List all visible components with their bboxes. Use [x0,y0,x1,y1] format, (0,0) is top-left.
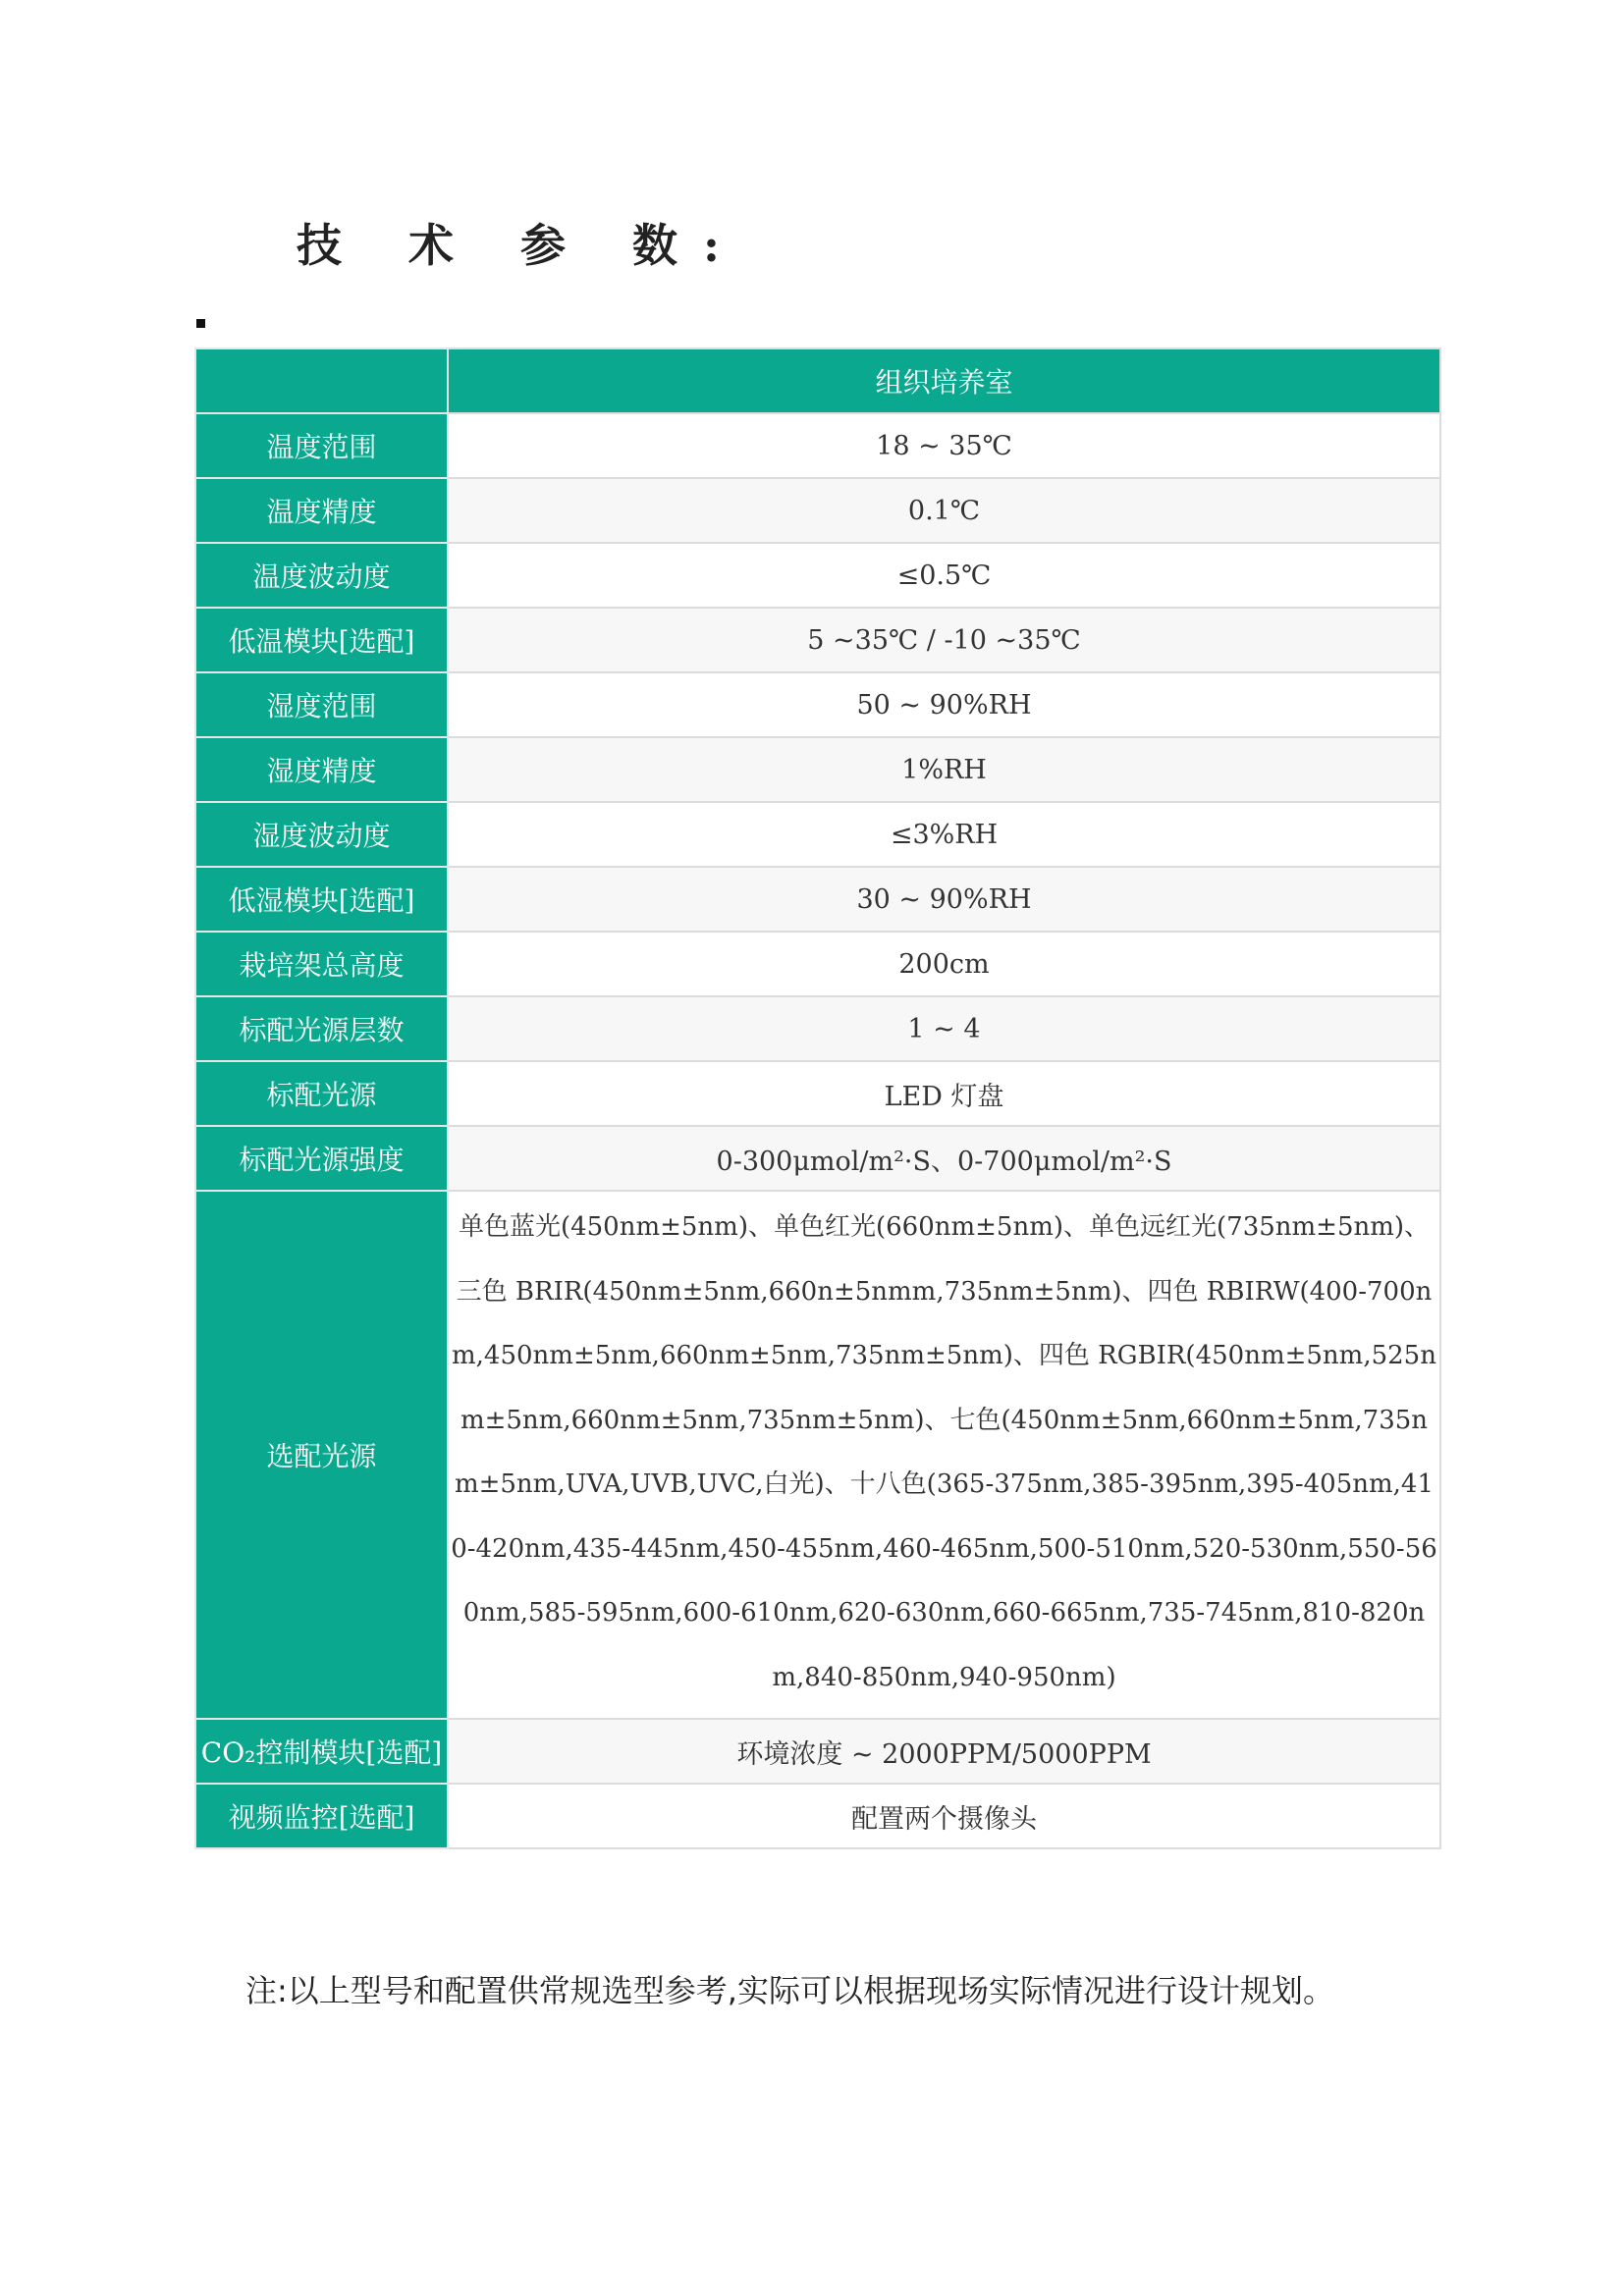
table-row [195,932,1440,996]
row-value: 30 ~ 90%RH [448,867,1440,932]
bullet-marker [196,319,205,328]
row-label: 温度精度 [195,478,448,543]
table-row [195,608,1440,672]
table-row [195,867,1440,932]
table-row [195,1191,1440,1719]
row-label: 湿度波动度 [195,802,448,867]
row-value: 1 ~ 4 [448,996,1440,1061]
row-value: ≤0.5℃ [448,543,1440,608]
row-label: 低温模块[选配] [195,608,448,672]
footnote: 注:以上型号和配置供常规选型参考,实际可以根据现场实际情况进行设计规划。 [245,1972,1334,2009]
row-label: 湿度范围 [195,672,448,737]
table-row [195,802,1440,867]
row-value: 环境浓度 ~ 2000PPM/5000PPM [448,1719,1440,1784]
row-value: ≤3%RH [448,802,1440,867]
header-value-cell: 组织培养室 [448,348,1440,413]
row-value: 配置两个摄像头 [448,1784,1440,1848]
table-header-row [195,348,1440,413]
row-label: CO₂控制模块[选配] [195,1719,448,1784]
row-value: 0-300μmol/m²·S、0-700μmol/m²·S [448,1126,1440,1191]
table-row [195,1061,1440,1126]
row-label: 选配光源 [195,1191,448,1719]
row-label: 温度范围 [195,413,448,478]
row-label: 视频监控[选配] [195,1784,448,1848]
header-label-cell [195,348,448,413]
row-value: 50 ~ 90%RH [448,672,1440,737]
row-label: 温度波动度 [195,543,448,608]
row-value: 0.1℃ [448,478,1440,543]
row-label: 低湿模块[选配] [195,867,448,932]
row-value: 18 ~ 35℃ [448,413,1440,478]
row-value: 1%RH [448,737,1440,802]
row-label: 栽培架总高度 [195,932,448,996]
row-label: 标配光源 [195,1061,448,1126]
row-value: LED 灯盘 [448,1061,1440,1126]
row-label: 标配光源层数 [195,996,448,1061]
row-label: 湿度精度 [195,737,448,802]
table-row [195,478,1440,543]
table-row [195,672,1440,737]
table-row [195,737,1440,802]
table-row [195,413,1440,478]
table-row [195,1784,1440,1848]
table-row [195,996,1440,1061]
row-label: 标配光源强度 [195,1126,448,1191]
spec-table [194,347,1441,1849]
row-value: 200cm [448,932,1440,996]
table-row [195,543,1440,608]
row-value: 5 ~35℃ / -10 ~35℃ [448,608,1440,672]
row-value-optional-light-sources: 单色蓝光(450nm±5nm)、单色红光(660nm±5nm)、单色远红光(735nm±5nm)、三色 BRIR(450nm±5nm,660n±5nmm,735nm±5nm)、四色 RBIRW(400-700nm,450nm±5nm,660nm±5nm,735nm±5nm)、四色 RGBIR(450nm±5nm,525nm±5nm,660nm±5nm,735nm±5nm)、七色(450nm±5nm,660nm±5nm,735nm±5nm,UVA,UVB,UVC,白光)、十八色(365-375nm,385-395nm,395-405nm,410-420nm,435-445nm,450-455nm,460-465nm,500-510nm,520-530nm,550-560nm,585-595nm,600-610nm,620-630nm,660-665nm,735-745nm,810-820nm,840-850nm,940-950nm) [448,1191,1440,1719]
table-row [195,1126,1440,1191]
table-row [195,1719,1440,1784]
page-title: 技 术 参 数: [297,219,746,272]
